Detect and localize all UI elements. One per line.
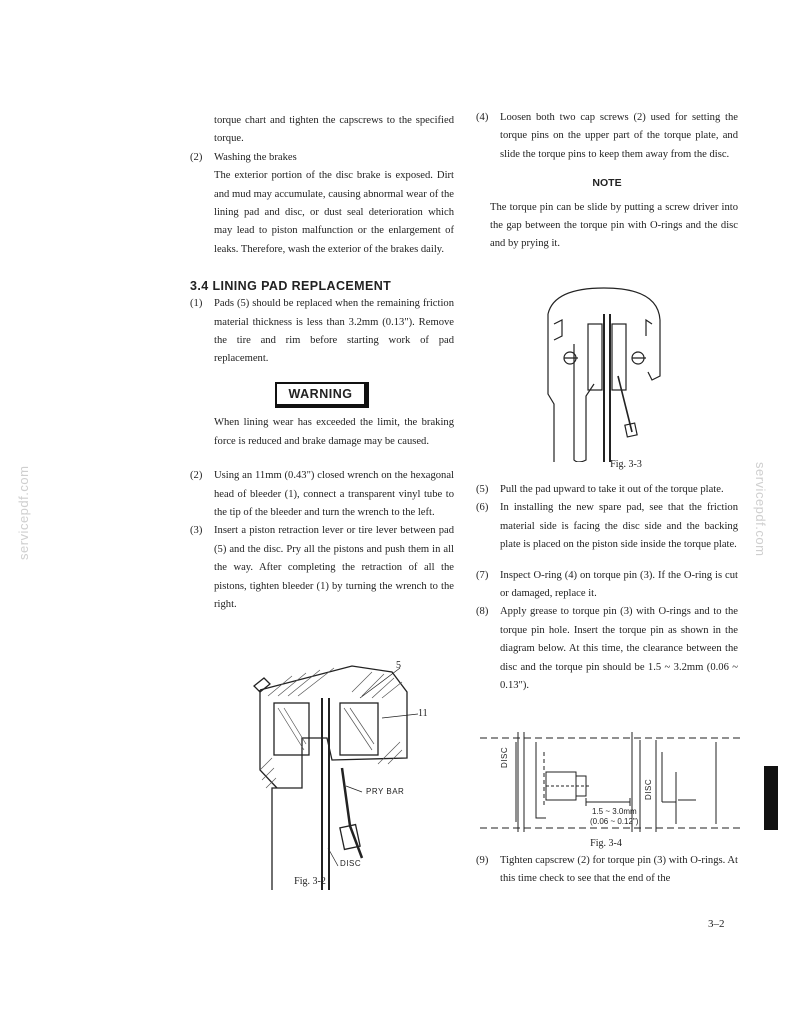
disc-label-right: DISC	[644, 778, 653, 800]
step-9	[476, 852, 738, 889]
step-5	[476, 481, 738, 499]
fig-3-2-caption: Fig. 3-2	[294, 876, 326, 887]
step-number: (3)	[190, 525, 203, 537]
warning-box-wrap	[190, 382, 454, 408]
step-number: (4)	[476, 112, 489, 123]
clearance-dimension-in: (0.06 ~ 0.12")	[590, 817, 639, 826]
watermark-left: servicepdf.com	[16, 465, 31, 560]
right-column-bottom	[476, 852, 738, 889]
figure-3-3	[534, 284, 664, 462]
step-number: (7)	[476, 569, 489, 581]
step-text: Insert a piston retraction lever or tire lever between pad (5) and the disc. Pry all the pistons and push them in all the way. After completing the retraction of all the pistons, tighten bleeder (1) by turning the wrench to the right.	[214, 525, 454, 610]
fig-3-4-caption: Fig. 3-4	[590, 838, 622, 849]
warning-box: WARNING	[275, 382, 370, 408]
note-text: The torque pin can be slide by putting a screw driver into the gap between the torque pin with O-rings and the disc and by prying it.	[490, 201, 738, 250]
step-text: In installing the new spare pad, see that the friction material side is facing the disc side and the backing plate is placed on the piston side inside the torque plate.	[500, 502, 738, 551]
item-title: Washing the brakes	[214, 151, 297, 163]
step-number: (6)	[476, 502, 489, 514]
step-text: Loosen both two cap screws (2) used for setting the torque pins on the upper part of the torque plate, and slide the torque pins to keep them away from the disc.	[500, 112, 738, 160]
note-heading: NOTE	[592, 177, 622, 190]
clearance-dimension-mm: 1.5 ~ 3.0mm	[592, 807, 637, 816]
step-4	[476, 109, 738, 164]
step-text: Apply grease to torque pin (3) with O-rings and to the torque pin hole. Insert the torque pin as shown in the diagram below. At this time, the clearance between the disc and the torque pin should be 1.5 ~ 3.2mm (0.06 ~ 0.13").	[500, 606, 738, 692]
washing-paragraph: The exterior portion of the disc brake is exposed. Dirt and mud may accumulate, causing abnormal wear of the lining pad and disc, or dust seal deterioration which may lead to piston malfunction or the enlargement of leaks. Therefore, wash the exterior of the brakes daily.	[214, 170, 454, 255]
item-number: (2)	[190, 151, 203, 163]
step-3	[190, 522, 454, 614]
disc-label-left: DISC	[500, 746, 509, 768]
step-text: Using an 11mm (0.43") closed wrench on the hexagonal head of bleeder (1), connect a transparent vinyl tube to the tip of the bleeder and turn the wrench to the left.	[214, 470, 454, 518]
callout-11: 11	[418, 708, 428, 719]
step-number: (1)	[190, 298, 203, 310]
step-7	[476, 567, 738, 604]
right-column	[476, 109, 738, 254]
item-2	[190, 149, 454, 167]
step-text: Pads (5) should be replaced when the remaining friction material thickness is less than 3.2mm (0.13"). Remove the tire and rim before starting work of pad replacement.	[214, 298, 454, 365]
page-number: 3–2	[708, 918, 725, 930]
step-text: Pull the pad upward to take it out of the torque plate.	[500, 484, 724, 495]
right-column-lower	[476, 481, 738, 695]
watermark-right: servicepdf.com	[753, 462, 768, 557]
step-number: (5)	[476, 484, 489, 495]
step-number: (8)	[476, 606, 489, 618]
step-number: (2)	[190, 470, 203, 482]
step-6	[476, 499, 738, 554]
disc-label: DISC	[340, 859, 362, 868]
intro-paragraph: torque chart and tighten the capscrews to the specified torque.	[214, 115, 454, 145]
section-tab-marker	[764, 766, 778, 830]
step-8	[476, 603, 738, 695]
step-1	[190, 295, 454, 369]
figure-3-2	[232, 658, 432, 890]
callout-5: 5	[396, 660, 401, 671]
fig-3-3-caption: Fig. 3-3	[610, 459, 642, 470]
step-text: Inspect O-ring (4) on torque pin (3). If the O-ring is cut or damaged, replace it.	[500, 569, 738, 600]
pry-bar-label: PRY BAR	[366, 787, 405, 796]
section-heading: 3.4 LINING PAD REPLACEMENT	[190, 279, 392, 294]
warning-text: When lining wear has exceeded the limit, the braking force is reduced and brake damage may be caused.	[214, 417, 454, 447]
left-column	[190, 112, 454, 614]
step-2	[190, 467, 454, 522]
step-text: Tighten capscrew (2) for torque pin (3) with O-rings. At this time check to see that the end of the	[500, 855, 738, 885]
step-number: (9)	[476, 855, 489, 866]
